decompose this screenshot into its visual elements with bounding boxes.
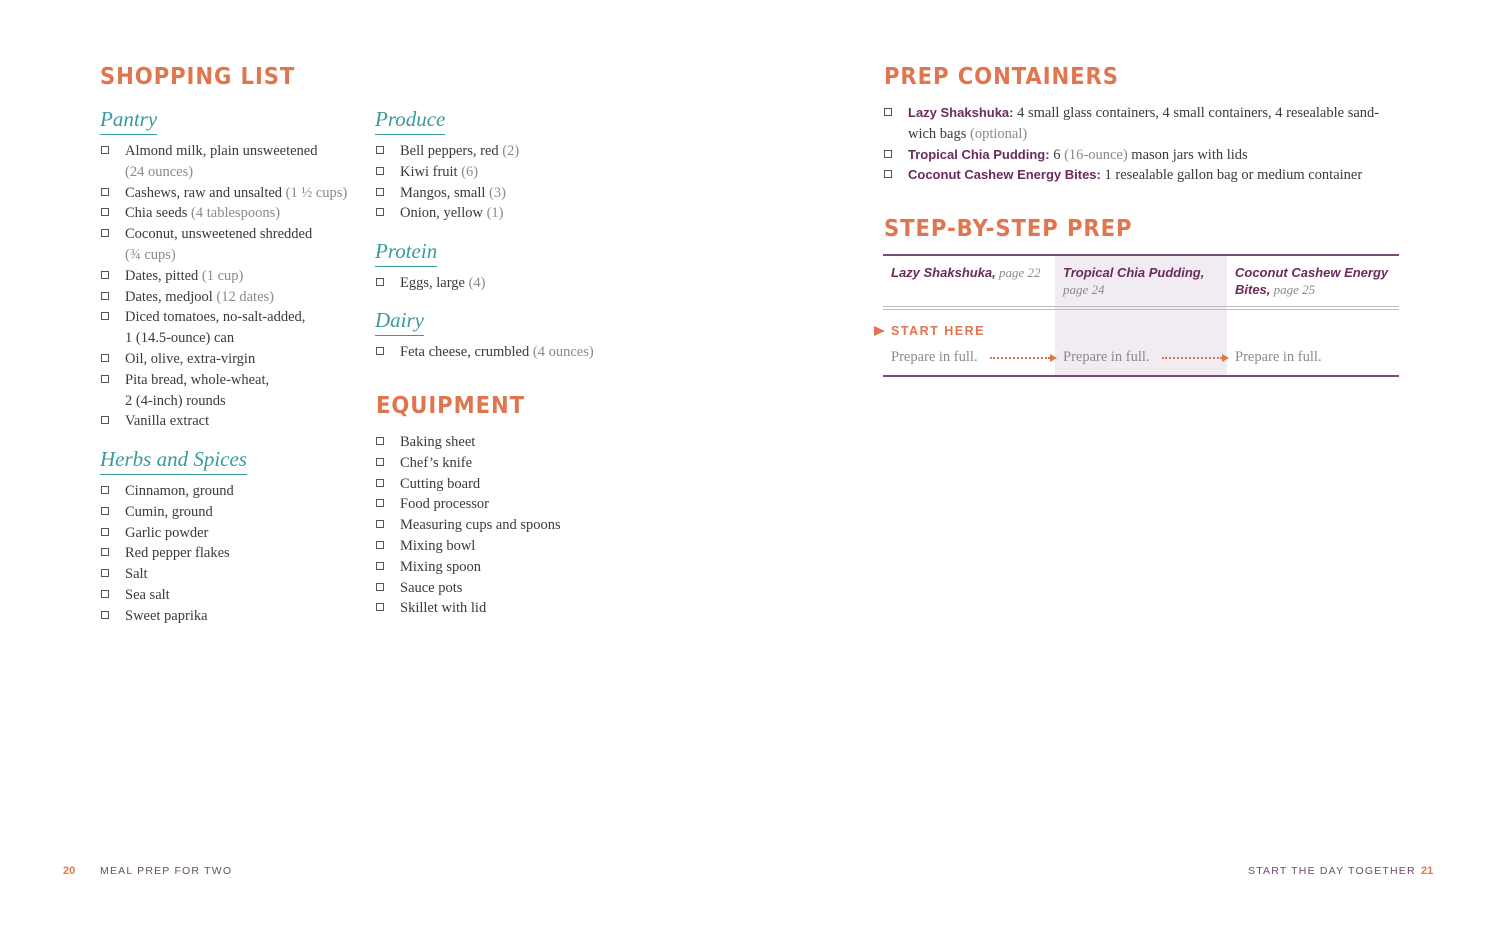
checkbox[interactable] [376, 188, 384, 196]
protein-heading: Protein [375, 239, 437, 267]
list-item: Sweet paprika [100, 606, 350, 627]
checkbox[interactable] [101, 569, 109, 577]
checkbox[interactable] [101, 354, 109, 362]
checkbox[interactable] [101, 611, 109, 619]
list-item: Cutting board [375, 474, 625, 495]
checkbox[interactable] [376, 562, 384, 570]
checkbox[interactable] [376, 437, 384, 445]
right-running-title: START THE DAY TOGETHER [1248, 865, 1416, 877]
left-page-number: 20 [63, 865, 76, 877]
herbs-list [100, 481, 350, 627]
list-item: Almond milk, plain unsweetened (24 ounces) [100, 141, 350, 183]
dotted-arrow-icon [1162, 357, 1222, 359]
list-item: Cashews, raw and unsalted (1 ½ cups) [100, 183, 350, 204]
checkbox[interactable] [101, 271, 109, 279]
checkbox[interactable] [101, 528, 109, 536]
left-running-title: MEAL PREP FOR TWO [100, 865, 233, 877]
checkbox[interactable] [101, 229, 109, 237]
herbs-heading: Herbs and Spices [100, 447, 247, 475]
checkbox[interactable] [101, 486, 109, 494]
list-item: Sea salt [100, 585, 350, 606]
list-item: Lazy Shakshuka: 4 small glass containers, 4 small containers, 4 resealable sand- wich bags (optional) [883, 103, 1398, 145]
checkbox[interactable] [376, 541, 384, 549]
list-item: Diced tomatoes, no-salt-added, 1 (14.5-ounce) can [100, 307, 350, 349]
list-item: Tropical Chia Pudding: 6 (16-ounce) mason jars with lids [883, 145, 1398, 166]
list-item: Coconut, unsweetened shredded (¾ cups) [100, 224, 350, 266]
prep-step-3: Prepare in full. [1235, 349, 1322, 365]
table-bottom-rule [883, 375, 1399, 377]
triangle-arrow-icon [874, 326, 885, 336]
checkbox[interactable] [101, 208, 109, 216]
checkbox[interactable] [376, 458, 384, 466]
table-rule [883, 309, 1399, 310]
checkbox[interactable] [884, 150, 892, 158]
list-item: Eggs, large (4) [375, 273, 625, 294]
list-item: Coconut Cashew Energy Bites: 1 resealable gallon bag or medium container [883, 165, 1398, 186]
equipment-list [375, 432, 625, 619]
step-prep-title: STEP-BY-STEP PREP [884, 216, 1133, 242]
recipe-header-1: Lazy Shakshuka, page 22 [891, 265, 1041, 280]
recipe-header-2: Tropical Chia Pudding, page 24 [1063, 265, 1205, 297]
checkbox[interactable] [884, 108, 892, 116]
shopping-list-title: SHOPPING LIST [100, 64, 296, 90]
list-item: Cinnamon, ground [100, 481, 350, 502]
list-item: Measuring cups and spoons [375, 515, 625, 536]
list-item: Red pepper flakes [100, 543, 350, 564]
checkbox[interactable] [101, 312, 109, 320]
dairy-list [375, 342, 635, 363]
recipe-header-3: Coconut Cashew Energy Bites, page 25 [1235, 265, 1389, 297]
list-item: Pita bread, whole-wheat, 2 (4-inch) rounds [100, 370, 350, 412]
list-item: Mixing spoon [375, 557, 625, 578]
dotted-arrow-icon [990, 357, 1050, 359]
prep-containers-title: PREP CONTAINERS [884, 64, 1119, 90]
checkbox[interactable] [101, 507, 109, 515]
table-top-rule [883, 254, 1399, 256]
checkbox[interactable] [376, 167, 384, 175]
equipment-title: EQUIPMENT [376, 393, 525, 419]
list-item: Sauce pots [375, 578, 625, 599]
list-item: Baking sheet [375, 432, 625, 453]
checkbox[interactable] [376, 278, 384, 286]
checkbox[interactable] [101, 548, 109, 556]
checkbox[interactable] [101, 188, 109, 196]
checkbox[interactable] [884, 170, 892, 178]
list-item: Salt [100, 564, 350, 585]
dairy-heading: Dairy [375, 308, 424, 336]
table-rule [883, 306, 1399, 307]
prep-containers-list [883, 103, 1398, 186]
checkbox[interactable] [101, 375, 109, 383]
list-item: Skillet with lid [375, 598, 625, 619]
checkbox[interactable] [376, 146, 384, 154]
list-item: Mixing bowl [375, 536, 625, 557]
checkbox[interactable] [376, 347, 384, 355]
checkbox[interactable] [376, 208, 384, 216]
protein-list [375, 273, 625, 294]
checkbox[interactable] [376, 520, 384, 528]
pantry-heading: Pantry [100, 107, 157, 135]
produce-heading: Produce [375, 107, 445, 135]
prep-step-2: Prepare in full. [1063, 349, 1150, 365]
list-item: Mangos, small (3) [375, 183, 625, 204]
right-page-number: 21 [1421, 865, 1434, 877]
list-item: Garlic powder [100, 523, 350, 544]
list-item: Cumin, ground [100, 502, 350, 523]
prep-step-1: Prepare in full. [891, 349, 978, 365]
list-item: Onion, yellow (1) [375, 203, 625, 224]
list-item: Kiwi fruit (6) [375, 162, 625, 183]
produce-list [375, 141, 625, 224]
pantry-list [100, 141, 350, 432]
checkbox[interactable] [376, 479, 384, 487]
list-item: Food processor [375, 494, 625, 515]
checkbox[interactable] [376, 583, 384, 591]
start-here-label: START HERE [874, 324, 985, 338]
list-item: Feta cheese, crumbled (4 ounces) [375, 342, 635, 363]
checkbox[interactable] [376, 603, 384, 611]
list-item: Vanilla extract [100, 411, 350, 432]
checkbox[interactable] [101, 590, 109, 598]
list-item: Chia seeds (4 tablespoons) [100, 203, 350, 224]
list-item: Oil, olive, extra-virgin [100, 349, 350, 370]
checkbox[interactable] [101, 416, 109, 424]
list-item: Bell peppers, red (2) [375, 141, 625, 162]
checkbox[interactable] [376, 499, 384, 507]
list-item: Dates, medjool (12 dates) [100, 287, 350, 308]
checkbox[interactable] [101, 292, 109, 300]
list-item: Chef’s knife [375, 453, 625, 474]
list-item: Dates, pitted (1 cup) [100, 266, 350, 287]
checkbox[interactable] [101, 146, 109, 154]
